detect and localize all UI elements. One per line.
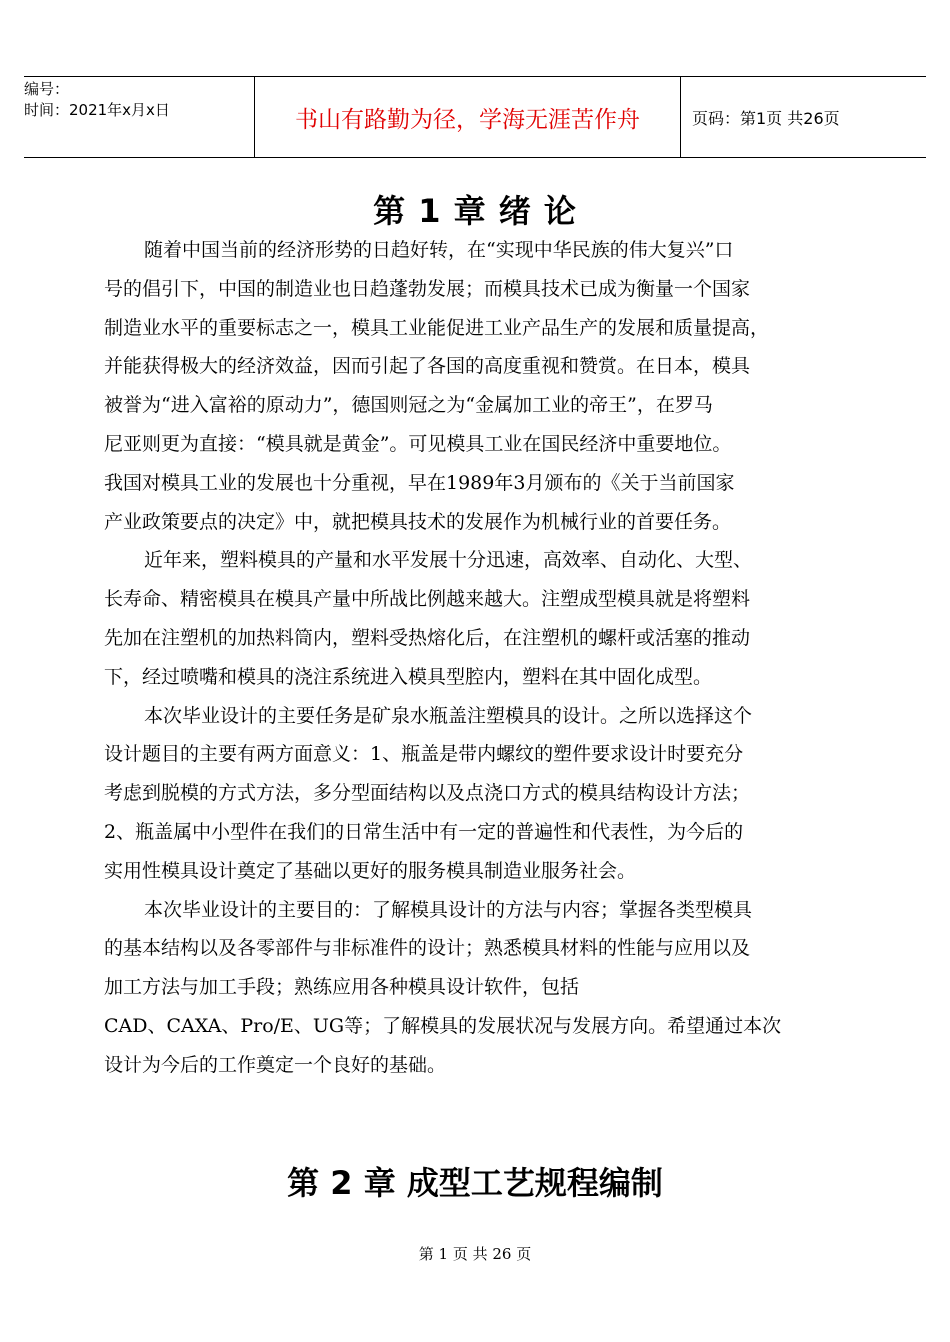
text-line: 产业政策要点的决定》中，就把模具技术的发展作为机械行业的首要任务。 bbox=[104, 510, 732, 533]
chapter-1-title: 第 1 章 绪 论 bbox=[373, 192, 577, 230]
text-line: 长寿命、精密模具在模具产量中所战比例越来越大。注塑成型模具就是将塑料 bbox=[104, 588, 751, 611]
text-line: 号的倡引下，中国的制造业也日趋蓬勃发展；而模具技术已成为衡量一个国家 bbox=[104, 277, 751, 300]
text-line: 并能获得极大的经济效益，因而引起了各国的高度重视和赞赏。在日本，模具 bbox=[104, 355, 751, 378]
text-line: 加工方法与加工手段；熟练应用各种模具设计软件，包括 bbox=[104, 976, 580, 999]
header-page-info: 页码：第1页 共26页 bbox=[692, 108, 840, 128]
text-line: 本次毕业设计的主要目的：了解模具设计的方法与内容；掌握各类型模具 bbox=[144, 898, 753, 921]
text-line: 我国对模具工业的发展也十分重视，早在1989年3月颁布的《关于当前国家 bbox=[104, 471, 735, 494]
text-line: 随着中国当前的经济形势的日趋好转，在“实现中华民族的伟大复兴”口 bbox=[144, 239, 734, 261]
text-line: CAD、CAXA、Pro/E、UG等；了解模具的发展状况与发展方向。希望通过本次 bbox=[104, 1014, 782, 1037]
chapter-2-title: 第 2 章 成型工艺规程编制 bbox=[287, 1164, 663, 1202]
text-line: 被誉为“进入富裕的原动力”，德国则冠之为“金属加工业的帝王”，在罗马 bbox=[104, 394, 713, 417]
text-line: 设计题目的主要有两方面意义：1、瓶盖是带内螺纹的塑件要求设计时要充分 bbox=[104, 743, 744, 766]
text-line: 尼亚则更为直接：“模具就是黄金”。可见模具工业在国民经济中重要地位。 bbox=[104, 432, 732, 455]
page-header bbox=[24, 76, 926, 158]
header-motto: 书山有路勤为径，学海无涯苦作舟 bbox=[254, 77, 681, 157]
text-line: 下，经过喷嘴和模具的浇注系统进入模具型腔内，塑料在其中固化成型。 bbox=[104, 665, 713, 688]
text-line: 设计为今后的工作奠定一个良好的基础。 bbox=[104, 1053, 447, 1076]
chapter-1-body bbox=[104, 231, 864, 1085]
text-line: 考虑到脱模的方式方法，多分型面结构以及点浇口方式的模具结构设计方法； bbox=[104, 782, 751, 805]
text-line: 先加在注塑机的加热料筒内，塑料受热熔化后，在注塑机的螺杆或活塞的推动 bbox=[104, 626, 751, 649]
text-line: 近年来，塑料模具的产量和水平发展十分迅速，高效率、自动化、大型、 bbox=[144, 549, 753, 572]
text-line: 的基本结构以及各零部件与非标准件的设计；熟悉模具材料的性能与应用以及 bbox=[104, 937, 751, 960]
time-label: 时间：2021年x月x日 bbox=[24, 101, 170, 119]
text-line: 实用性模具设计奠定了基础以更好的服务模具制造业服务社会。 bbox=[104, 859, 637, 882]
text-line: 本次毕业设计的主要任务是矿泉水瓶盖注塑模具的设计。之所以选择这个 bbox=[144, 704, 753, 727]
text-line: 2、瓶盖属中小型件在我们的日常生活中有一定的普遍性和代表性，为今后的 bbox=[104, 820, 744, 843]
header-meta bbox=[24, 77, 254, 159]
number-label: 编号： bbox=[24, 80, 70, 98]
page-footer: 第 1 页 共 26 页 bbox=[418, 1245, 532, 1263]
text-line: 制造业水平的重要标志之一，模具工业能促进工业产品生产的发展和质量提高， bbox=[104, 316, 770, 339]
